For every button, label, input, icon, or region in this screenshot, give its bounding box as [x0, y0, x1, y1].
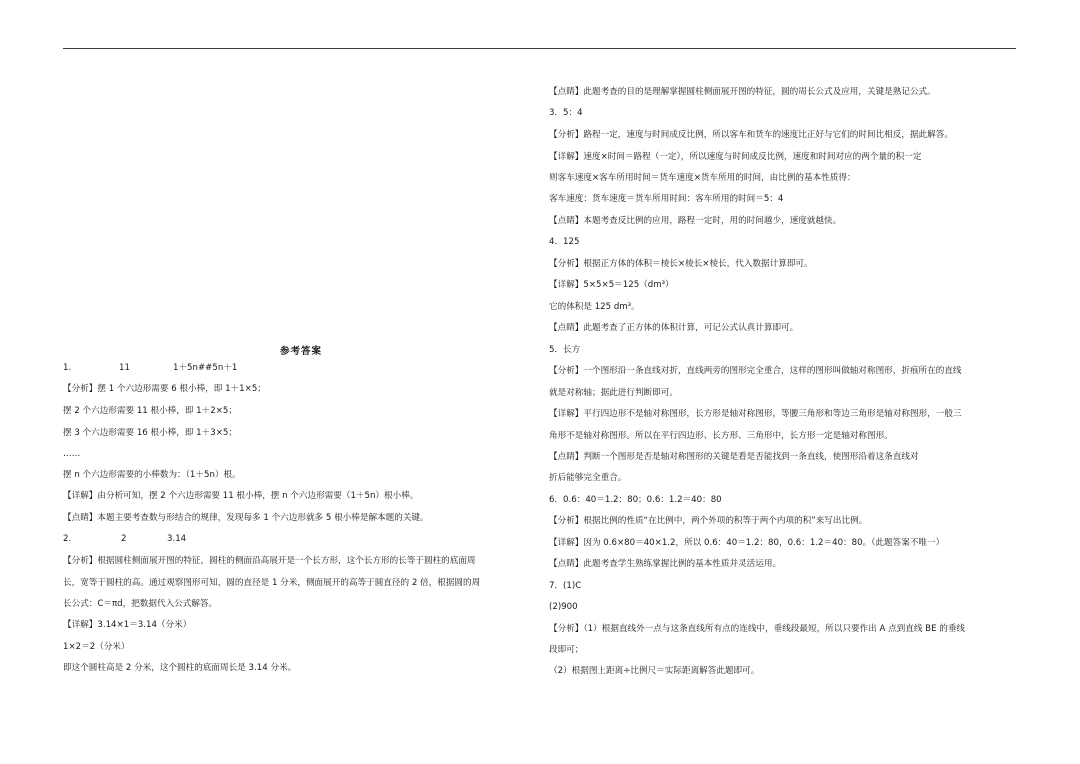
answer-2-line: 【分析】根据圆柱侧面展开图的特征，圆柱的侧面沿高展开是一个长方形，这个长方形的长等于圆柱的底面周: [63, 556, 476, 566]
answer-line: 【详解】平行四边形不是轴对称图形，长方形是轴对称图形，等腰三角形和等边三角形是轴对称图形，一般三: [549, 409, 962, 419]
answer-2-blank-1: 2: [121, 534, 127, 544]
answer-2-line: 即这个圆柱高是 2 分米，这个圆柱的底面周长是 3.14 分米。: [63, 663, 297, 673]
answer-1-blank-2: 1＋5n##5n＋1: [173, 363, 238, 373]
answer-line: 【点睛】判断一个图形是否是轴对称图形的关键是看是否能找到一条直线，使图形沿着这条直线对: [549, 452, 919, 462]
answer-2-blank-2: 3.14: [167, 534, 187, 544]
answer-line: 段即可；: [549, 645, 584, 655]
answer-line: 角形不是轴对称图形。所以在平行四边形、长方形、三角形中，长方形一定是轴对称图形。: [549, 431, 893, 441]
answer-2-line: 长，宽等于圆柱的高。通过观察图形可知，圆的直径是 1 分米，侧面展开的高等于圆直径的 2 倍，根据圆的周: [63, 578, 481, 588]
answer-1-line: 【详解】由分析可知，摆 2 个六边形需要 11 根小棒，摆 n 个六边形需要（1＋5n）根小棒。: [63, 491, 419, 501]
answer-2-row: [63, 533, 186, 545]
answer-line: 【详解】速度×时间＝路程（一定），所以速度与时间成反比例，速度和时间对应的两个量的积一定: [549, 152, 922, 162]
answer-line: 5．长方: [549, 345, 581, 355]
answer-line: 折后能够完全重合。: [549, 473, 627, 483]
answer-line: 4．125: [549, 237, 580, 247]
answer-1-line: 摆 3 个六边形需要 16 根小棒，即 1＋3×5；: [63, 428, 237, 438]
answer-2-line: 【详解】3.14×1＝3.14（分米）: [63, 620, 192, 630]
answer-line: (2)900: [549, 602, 578, 612]
answer-line: 就是对称轴；据此进行判断即可。: [549, 388, 678, 398]
answer-1-line: ……: [63, 449, 81, 459]
answer-2-number: 2.: [63, 534, 72, 544]
right-column: [549, 0, 1019, 764]
answer-line: 【分析】根据比例的性质“在比例中，两个外项的积等于两个内项的积”来写出比例。: [549, 516, 868, 526]
answer-line: 【详解】5×5×5＝125（dm³）: [549, 280, 674, 290]
answer-1-line: 摆 2 个六边形需要 11 根小棒，即 1＋2×5；: [63, 406, 237, 416]
answer-line: 则客车速度×客车所用时间＝货车速度×货车所用的时间，由比例的基本性质得：: [549, 173, 856, 183]
answer-line: 它的体积是 125 dm³。: [549, 302, 640, 312]
answer-line: （2）根据图上距离÷比例尺＝实际距离解答此题即可。: [549, 666, 760, 676]
answer-1-blank-1: 11: [119, 363, 130, 373]
answer-line: 7．(1)C: [549, 581, 582, 591]
answer-1-line: 【分析】摆 1 个六边形需要 6 根小棒，即 1＋1×5；: [63, 384, 266, 394]
answer-1-row: [63, 362, 237, 374]
answer-line: 【点睛】本题考查反比例的应用，路程一定时，用的时间越少，速度就越快。: [549, 216, 842, 226]
left-column: [63, 0, 523, 764]
answer-line: 【分析】（1）根据直线外一点与这条直线所有点的连线中，垂线段最短，所以只要作出 A 点到直线 BE 的垂线: [549, 624, 966, 634]
answer-line: 【点睛】此题考查学生熟练掌握比例的基本性质并灵活运用。: [549, 559, 782, 569]
answer-line: 【分析】根据正方体的体积＝棱长×棱长×棱长，代入数据计算即可。: [549, 259, 813, 269]
answer-line: 【详解】因为 0.6×80＝40×1.2，所以 0.6：40＝1.2：80，0.6：1.2＝40：80。（此题答案不唯一）: [549, 538, 945, 548]
answer-line: 客车速度：货车速度＝货车所用时间：客车所用的时间＝5：4: [549, 194, 784, 204]
answer-line: 【分析】一个图形沿一条直线对折，直线两旁的图形完全重合，这样的图形叫做轴对称图形，折痕所在的直线: [549, 366, 962, 376]
answer-1-line: 【点睛】本题主要考查数与形结合的规律，发现每多 1 个六边形就多 5 根小棒是解本题的关键。: [63, 513, 429, 523]
answer-2-line: 1×2＝2（分米）: [63, 642, 130, 652]
answer-1-line: 摆 n 个六边形需要的小棒数为：（1＋5n）根。: [63, 470, 241, 480]
answer-line: 【点睛】此题考查的目的是理解掌握圆柱侧面展开图的特征，圆的周长公式及应用，关键是熟记公式。: [549, 87, 936, 97]
answer-line: 【点睛】此题考查了正方体的体积计算，可记公式认真计算即可。: [549, 323, 799, 333]
answer-line: 6．0.6：40＝1.2：80；0.6：1.2＝40：80: [549, 495, 722, 505]
answer-1-number: 1.: [63, 363, 72, 373]
answer-line: 3．5：4: [549, 108, 583, 118]
page-title: 参考答案: [280, 346, 323, 357]
answer-line: 【分析】路程一定，速度与时间成反比例，所以客车和货车的速度比正好与它们的时间比相反，据此解答。: [549, 130, 953, 140]
answer-2-line: 长公式：C＝πd，把数据代入公式解答。: [63, 599, 218, 609]
